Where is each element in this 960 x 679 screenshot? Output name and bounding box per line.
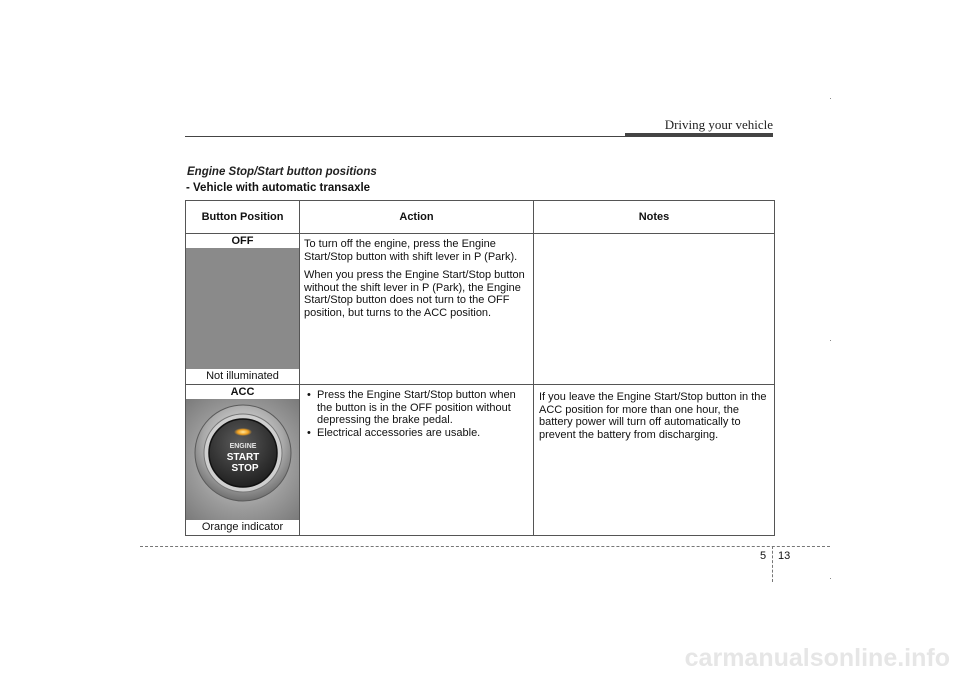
notes-cell-acc: If you leave the Engine Start/Stop button in the ACC position for more than one hour, the battery power will turn off automatically to prevent the battery from discharging. [534,385,775,536]
position-cell-off [186,234,300,385]
position-caption: Orange indicator [186,520,299,535]
action-cell-off [300,234,534,385]
orange-indicator-light [234,428,252,436]
column-header-position: Button Position [186,201,300,234]
section-subheading: - Vehicle with automatic transaxle [186,182,371,194]
page-number: 13 [778,550,791,562]
crop-mark [830,578,831,579]
table-header-row [186,201,775,234]
crop-mark [830,98,831,99]
action-bullet: • Electrical accessories are usable. [304,427,529,440]
button-positions-table [185,200,775,536]
action-bullet: • Press the Engine Start/Stop button when the button is in the OFF position without depressing the brake pedal. [304,389,529,427]
action-paragraph: When you press the Engine Start/Stop button without the shift lever in P (Park), the Engine Start/Stop button does not turn to the OFF position, but turns to the ACC position. [304,269,525,319]
position-label: OFF [186,234,299,248]
header-rule-accent [625,133,773,137]
position-label: ACC [186,385,299,399]
table-row-acc [186,385,775,536]
action-cell-acc [300,385,534,536]
column-header-notes: Notes [534,201,775,234]
action-paragraph: To turn off the engine, press the Engine Start/Stop button with shift lever in P (Park). [304,238,518,263]
header-rule [185,136,625,137]
watermark: carmanualsonline.info [684,644,950,672]
notes-cell-off [534,234,775,385]
column-header-action: Action [300,201,534,234]
position-caption: Not illuminated [186,369,299,384]
running-header: Driving your vehicle [664,117,773,132]
action-bullet-list [304,389,529,439]
chapter-number: 5 [760,550,767,562]
button-text-stop: STOP [230,463,259,474]
button-text-start: START [226,452,259,463]
engine-start-button-icon [193,403,293,503]
crop-mark [830,340,831,341]
section-heading: Engine Stop/Start button positions [187,166,377,178]
button-text-engine: ENGINE [229,443,256,450]
position-cell-acc [186,385,300,536]
table-row-off [186,234,775,385]
page-number-separator [772,546,773,582]
footer-divider [140,546,830,547]
